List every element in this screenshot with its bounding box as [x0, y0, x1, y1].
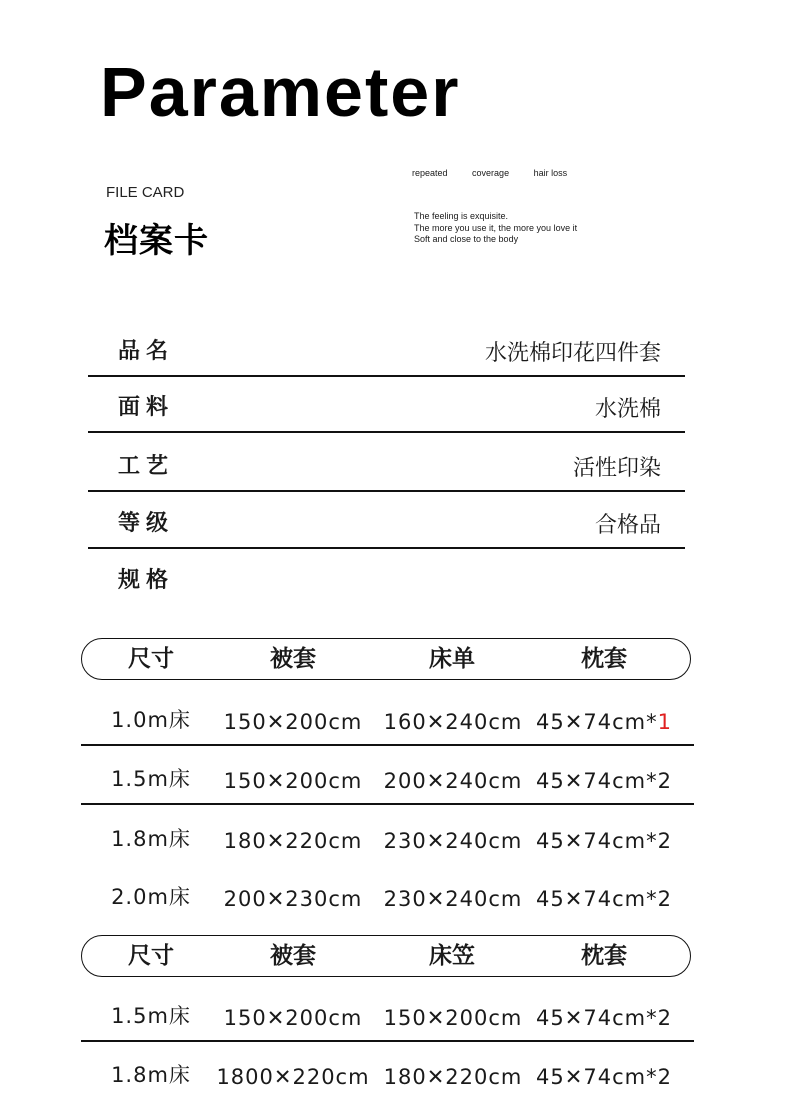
pillow-size: 45✕74cm* [536, 769, 658, 793]
header-fitted-sheet: 床笠 [429, 943, 475, 969]
pillow-count: 1 [657, 710, 672, 734]
pillow-count: 2 [657, 1065, 672, 1089]
table-row [81, 686, 694, 746]
param-value: 活性印染 [572, 456, 661, 481]
cell-size: 1.8m床 [111, 827, 191, 851]
param-row-fabric [88, 375, 685, 433]
tag-list [412, 168, 589, 178]
cell-pillow [536, 1006, 672, 1030]
pillow-size: 45✕74cm* [536, 1006, 658, 1030]
param-label: 等级 [118, 511, 175, 536]
page-title: Parameter [100, 53, 461, 131]
cell-size: 1.8m床 [111, 1063, 191, 1087]
table-header-1 [81, 638, 691, 680]
file-card-title: 档案卡 [104, 221, 209, 261]
cell-duvet: 150✕200cm [223, 710, 363, 734]
cell-sheet: 200✕240cm [383, 769, 523, 793]
param-label: 品名 [118, 339, 175, 364]
blurb-text [414, 211, 577, 246]
cell-pillow [536, 887, 672, 911]
tag: hair loss [533, 168, 568, 178]
cell-fitted-sheet: 150✕200cm [383, 1006, 523, 1030]
cell-duvet: 180✕220cm [223, 829, 363, 853]
param-label: 工艺 [118, 454, 175, 479]
header-duvet: 被套 [270, 943, 316, 969]
table-row [81, 745, 694, 805]
cell-size: 2.0m床 [111, 885, 191, 909]
param-label: 面料 [118, 395, 175, 420]
param-row-name [88, 319, 685, 377]
cell-size: 1.5m床 [111, 767, 191, 791]
cell-sheet: 230✕240cm [383, 887, 523, 911]
cell-pillow [536, 769, 672, 793]
cell-sheet: 230✕240cm [383, 829, 523, 853]
cell-sheet: 160✕240cm [383, 710, 523, 734]
header-sheet: 床单 [429, 646, 475, 672]
header-pillow: 枕套 [581, 646, 627, 672]
header-size: 尺寸 [128, 646, 174, 672]
pillow-count: 2 [657, 829, 672, 853]
param-value: 水洗棉 [594, 397, 661, 422]
file-card-label: FILE CARD [106, 184, 185, 201]
param-row-craft [88, 434, 685, 492]
header-duvet: 被套 [270, 646, 316, 672]
table-row [81, 805, 694, 863]
table-row [81, 1041, 694, 1099]
header-size: 尺寸 [128, 943, 174, 969]
table-row [81, 863, 694, 921]
pillow-count: 2 [657, 1006, 672, 1030]
cell-size: 1.5m床 [111, 1004, 191, 1028]
cell-fitted-sheet: 180✕220cm [383, 1065, 523, 1089]
table-header-2 [81, 935, 691, 977]
cell-pillow [536, 710, 672, 734]
tag: repeated [412, 168, 448, 178]
cell-pillow [536, 829, 672, 853]
cell-pillow [536, 1065, 672, 1089]
blurb-line: The more you use it, the more you love it [414, 222, 578, 233]
blurb-line: The feeling is exquisite. [414, 211, 509, 221]
param-row-grade [88, 491, 685, 549]
header-pillow: 枕套 [581, 943, 627, 969]
blurb-line: Soft and close to the body [414, 234, 519, 244]
table-row [81, 982, 694, 1042]
cell-duvet: 150✕200cm [223, 769, 363, 793]
cell-duvet: 150✕200cm [223, 1006, 363, 1030]
pillow-size: 45✕74cm* [536, 829, 658, 853]
tag: coverage [472, 168, 510, 178]
pillow-size: 45✕74cm* [536, 1065, 658, 1089]
pillow-count: 2 [657, 887, 672, 911]
cell-size: 1.0m床 [111, 708, 191, 732]
pillow-size: 45✕74cm* [536, 710, 658, 734]
pillow-size: 45✕74cm* [536, 887, 658, 911]
cell-duvet: 200✕230cm [223, 887, 363, 911]
pillow-count: 2 [657, 769, 672, 793]
param-value: 水洗棉印花四件套 [484, 341, 661, 366]
param-value: 合格品 [594, 513, 661, 538]
param-row-spec [88, 548, 685, 604]
param-label: 规格 [118, 568, 175, 593]
cell-duvet: 1800✕220cm [216, 1065, 370, 1089]
